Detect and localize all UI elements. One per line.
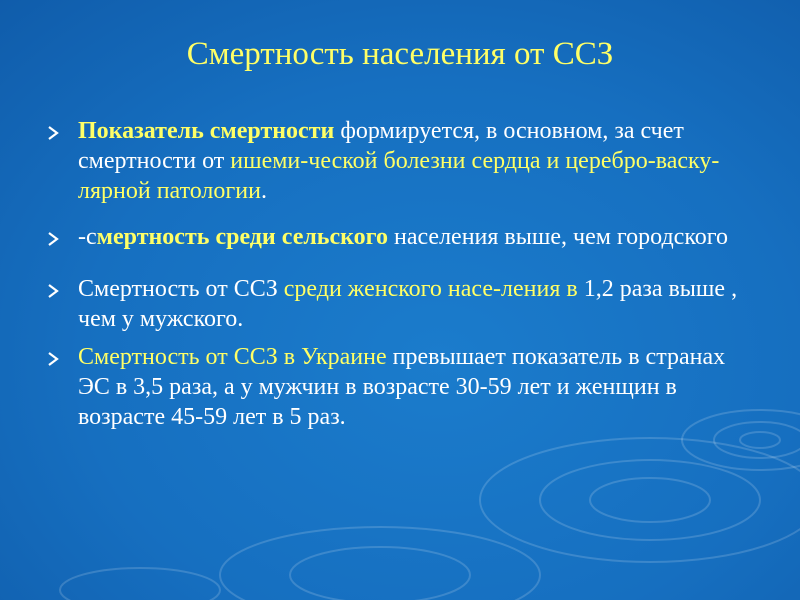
bullet-item (44, 116, 744, 206)
bullet-item (44, 222, 744, 252)
bullet-item (44, 274, 744, 334)
chevron-right-arrow-icon (46, 352, 60, 366)
highlight-text: Смертность от ССЗ в Украине (78, 344, 387, 370)
bullet-text: 1,2 раза выше , чем у мужского. (78, 276, 738, 332)
bullet-text: Смертность от ССЗ (78, 276, 284, 302)
bullet-text: -с (78, 224, 97, 250)
highlight-text: среди женского насе-ления в (283, 276, 578, 302)
highlight-text: ишеми-ческой болезни сердца и церебро-васку-лярной патологии (78, 148, 720, 204)
bullet-text: формируется, в основном, за счет смертности от (78, 118, 684, 174)
highlight-text: Показатель смертности (78, 118, 335, 144)
slide-title: Смертность населения от ССЗ (186, 36, 614, 72)
chevron-right-arrow-icon (46, 284, 60, 298)
chevron-right-arrow-icon (46, 232, 60, 246)
bullet-list (44, 116, 744, 432)
bullet-text: населения выше, чем городского (387, 224, 729, 250)
chevron-right-arrow-icon (46, 126, 60, 140)
bullet-item (44, 342, 744, 432)
bullet-text: превышает показатель в странах ЭС в 3,5 раза, а у мужчин в возрасте 30-59 лет и женщин в возрасте 45-59 лет в 5 раз. (78, 344, 726, 430)
bullet-text: . (260, 178, 267, 204)
highlight-text: мертность среди сельского (96, 224, 388, 250)
